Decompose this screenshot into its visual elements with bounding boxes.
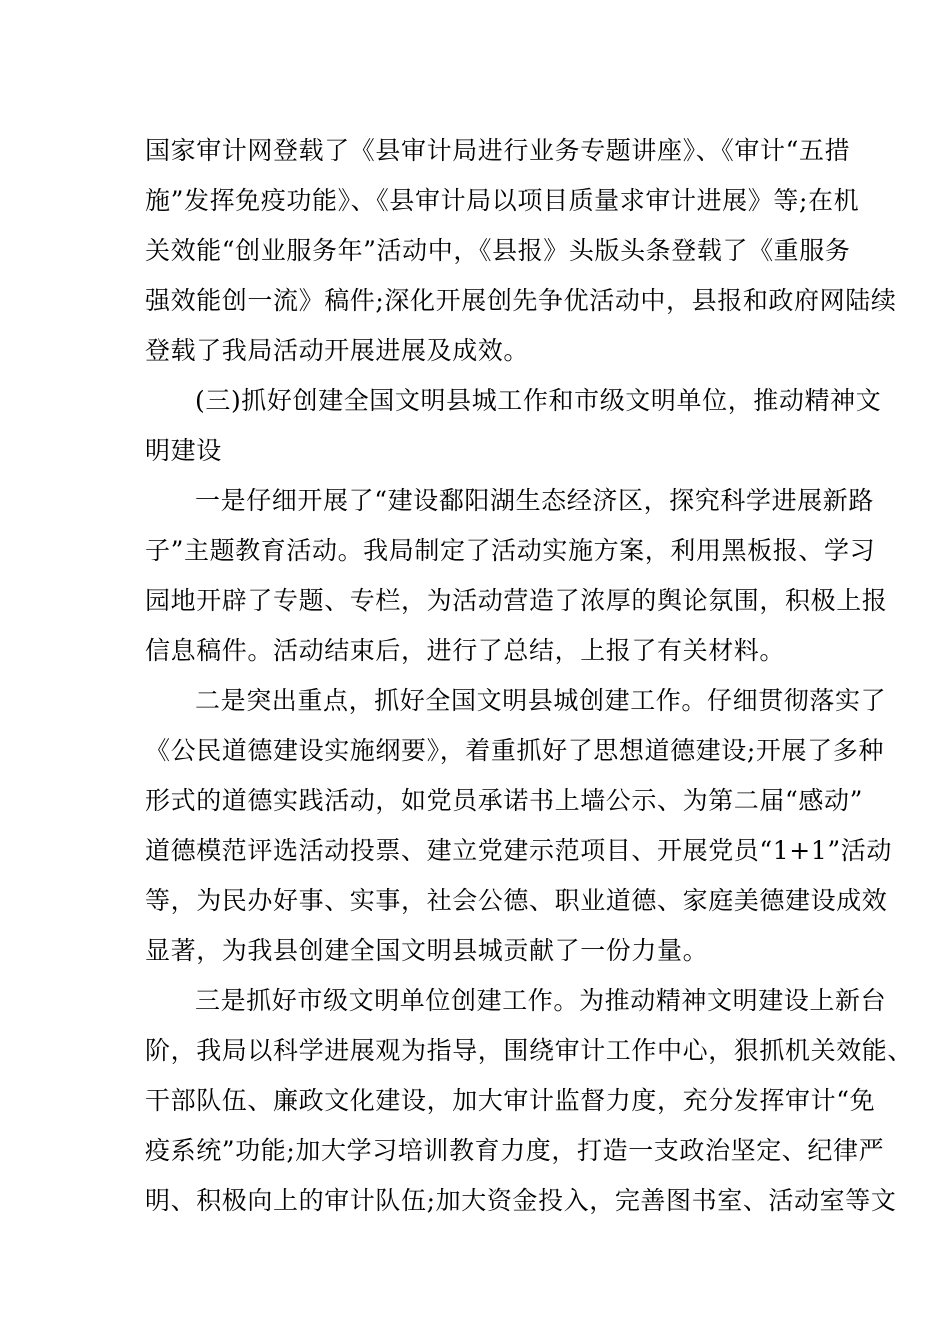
text-line: 疫系统”功能;加大学习培训教育力度，打造一支政治坚定、纪律严 <box>145 1136 885 1165</box>
text-line: 子”主题教育活动。我局制定了活动实施方案，利用黑板报、学习 <box>145 536 876 565</box>
text-line: 强效能创一流》稿件;深化开展创先争优活动中，县报和政府网陆续 <box>145 286 897 315</box>
text-line: 三是抓好市级文明单位创建工作。为推动精神文明建设上新台 <box>195 986 887 1015</box>
section-heading-line: (三)抓好创建全国文明县城工作和市级文明单位，推动精神文 <box>195 386 882 415</box>
text-line: 国家审计网登载了《县审计局进行业务专题讲座》、《审计“五措 <box>145 136 851 165</box>
section-heading-line: 明建设 <box>145 436 222 465</box>
text-line: 登载了我局活动开展进展及成效。 <box>145 336 530 365</box>
text-line: 一是仔细开展了“建设鄱阳湖生态经济区，探究科学进展新路 <box>195 486 874 515</box>
text-line: 关效能“创业服务年”活动中，《县报》头版头条登载了《重服务 <box>145 236 851 265</box>
text-line: 干部队伍、廉政文化建设，加大审计监督力度，充分发挥审计“免 <box>145 1086 876 1115</box>
text-line: 等，为民办好事、实事，社会公德、职业道德、家庭美德建设成效 <box>145 886 888 915</box>
text-line: 显著，为我县创建全国文明县城贡献了一份力量。 <box>145 936 709 965</box>
text-line: 道德模范评选活动投票、建立党建示范项目、开展党员“1+1”活动 <box>145 836 892 865</box>
text-line: 阶，我局以科学进展观为指导，围绕审计工作中心，狠抓机关效能、 <box>145 1036 914 1065</box>
text-line: 施”发挥免疫功能》、《县审计局以项目质量求审计进展》等;在机 <box>145 186 860 215</box>
text-line: 明、积极向上的审计队伍;加大资金投入，完善图书室、活动室等文 <box>145 1186 897 1215</box>
text-line: 形式的道德实践活动，如党员承诺书上墙公示、为第二届“感动” <box>145 786 863 815</box>
text-line: 园地开辟了专题、专栏，为活动营造了浓厚的舆论氛围，积极上报 <box>145 586 888 615</box>
text-line: 二是突出重点，抓好全国文明县城创建工作。仔细贯彻落实了 <box>195 686 887 715</box>
text-line: 信息稿件。活动结束后，进行了总结，上报了有关材料。 <box>145 636 786 665</box>
text-line: 《公民道德建设实施纲要》，着重抓好了思想道德建设;开展了多种 <box>145 736 884 765</box>
